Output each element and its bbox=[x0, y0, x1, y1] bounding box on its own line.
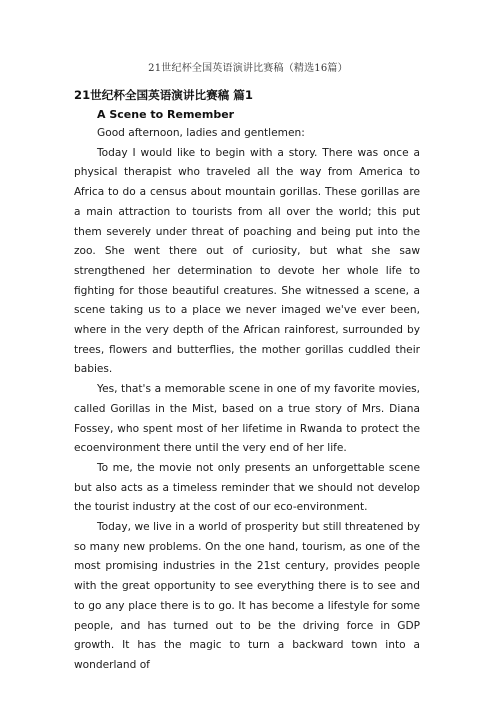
paragraph-greeting: Good afternoon, ladies and gentlemen: bbox=[97, 127, 305, 139]
paragraph-movie: Yes, that's a memorable scene in one of my favorite movies, called Gorillas in the Mist, based on a true story of Mrs. Diana Fossey, who spent most of her lifetime in Rwanda to protect the ecoenvironment there until the very end of her life. bbox=[74, 383, 420, 455]
document-body bbox=[74, 86, 420, 676]
running-header: 21世纪杯全国英语演讲比赛稿（精选16篇） bbox=[148, 63, 348, 74]
speech-title: A Scene to Remember bbox=[97, 108, 235, 121]
paragraph-tourism: Today, we live in a world of prosperity but still threatened by so many new problems. On the one hand, tourism, as one of the most promising industries in the 21st century, provides people with the great opportunity to see everything there is to see and to go any place there is to go. It has become a lifestyle for some people, and has turned out to be the driving force in GDP growth. It has the magic to turn a backward town into a wonderland of bbox=[74, 521, 420, 671]
paragraph-reminder: To me, the movie not only presents an unforgettable scene but also acts as a timeless reminder that we should not develop the tourist industry at the cost of our eco-environment. bbox=[74, 461, 420, 514]
paragraph-story: Today I would like to begin with a story. There was once a physical therapist who traveled all the way from America to Africa to do a census about mountain gorillas. These gorillas are a main attraction to tourists from all over the world; this put them severely under threat of poaching and being put into the zoo. She went there out of curiosity, but what she saw strengthened her determination to devote her whole life to fighting for those beautiful creatures. She witnessed a scene, a scene taking us to a place we never imaged we've ever been, where in the very depth of the African rainforest, surrounded by trees, flowers and butterflies, the mother gorillas cuddled their babies. bbox=[74, 146, 420, 376]
document-title: 21世纪杯全国英语演讲比赛稿 篇1 bbox=[74, 88, 253, 102]
